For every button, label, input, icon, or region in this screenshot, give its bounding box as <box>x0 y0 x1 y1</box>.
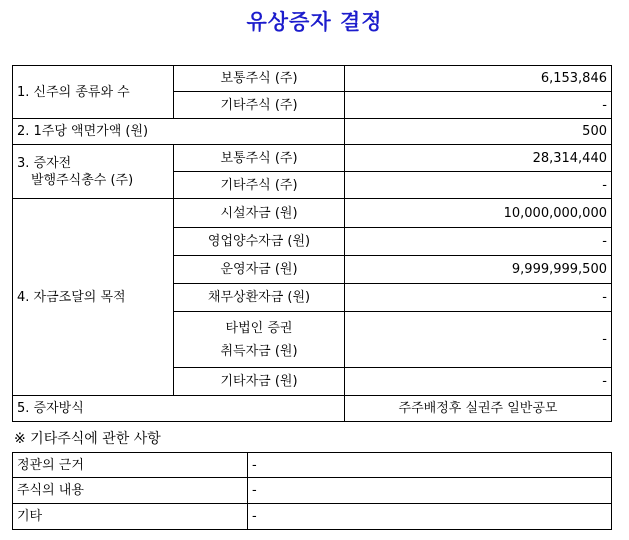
cell-debt-repayment-value: - <box>345 284 612 312</box>
other-shares-note: ※ 기타주식에 관한 사항 <box>14 431 161 447</box>
row-label-offering-method: 5. 증자방식 <box>13 396 345 422</box>
cell-securities-acquisition-value: - <box>345 312 612 368</box>
cell-common-shares-value: 6,153,846 <box>345 66 612 92</box>
cell-other-shares-label: 기타주식 (주) <box>174 92 345 119</box>
cell-other-outstanding-label: 기타주식 (주) <box>174 172 345 199</box>
table-row <box>13 504 612 530</box>
cell-articles-basis-label: 정관의 근거 <box>13 453 248 478</box>
cell-debt-repayment-label: 채무상환자금 (원) <box>174 284 345 312</box>
row-label-par-value: 2. 1주당 액면가액 (원) <box>13 119 345 145</box>
table-row <box>13 478 612 504</box>
cell-business-acquisition-label: 영업양수자금 (원) <box>174 228 345 256</box>
cell-articles-basis-value: - <box>248 453 612 478</box>
rights-offering-table <box>12 65 612 422</box>
cell-other-fund-value: - <box>345 368 612 396</box>
cell-share-details-label: 주식의 내용 <box>13 478 248 504</box>
row-label-fund-purpose: 4. 자금조달의 목적 <box>13 199 174 396</box>
label-line: 타법인 증권 <box>225 320 293 336</box>
table-row <box>13 145 612 172</box>
cell-misc-label: 기타 <box>13 504 248 530</box>
table-row <box>13 199 612 228</box>
cell-common-shares-label: 보통주식 (주) <box>174 66 345 92</box>
row-label-shares-outstanding <box>13 145 174 199</box>
cell-other-fund-label: 기타자금 (원) <box>174 368 345 396</box>
cell-common-outstanding-value: 28,314,440 <box>345 145 612 172</box>
label-line: 3. 증자전 <box>17 155 72 171</box>
cell-operating-fund-value: 9,999,999,500 <box>345 256 612 284</box>
cell-par-value: 500 <box>345 119 612 145</box>
row-label-share-type: 1. 신주의 종류와 수 <box>13 66 174 119</box>
table-row <box>13 396 612 422</box>
cell-common-outstanding-label: 보통주식 (주) <box>174 145 345 172</box>
cell-business-acquisition-value: - <box>345 228 612 256</box>
cell-offering-method: 주주배정후 실권주 일반공모 <box>345 396 612 422</box>
cell-other-outstanding-value: - <box>345 172 612 199</box>
table-row <box>13 66 612 92</box>
table-row <box>13 119 612 145</box>
cell-operating-fund-label: 운영자금 (원) <box>174 256 345 284</box>
cell-facility-fund-value: 10,000,000,000 <box>345 199 612 228</box>
page-title: 유상증자 결정 <box>246 9 383 34</box>
label-line: 취득자금 (원) <box>220 343 298 359</box>
other-shares-table <box>12 452 612 530</box>
cell-securities-acquisition-label <box>174 312 345 368</box>
cell-misc-value: - <box>248 504 612 530</box>
cell-share-details-value: - <box>248 478 612 504</box>
cell-other-shares-value: - <box>345 92 612 119</box>
label-line: 발행주식총수 (주) <box>31 172 134 188</box>
cell-facility-fund-label: 시설자금 (원) <box>174 199 345 228</box>
table-row <box>13 453 612 478</box>
